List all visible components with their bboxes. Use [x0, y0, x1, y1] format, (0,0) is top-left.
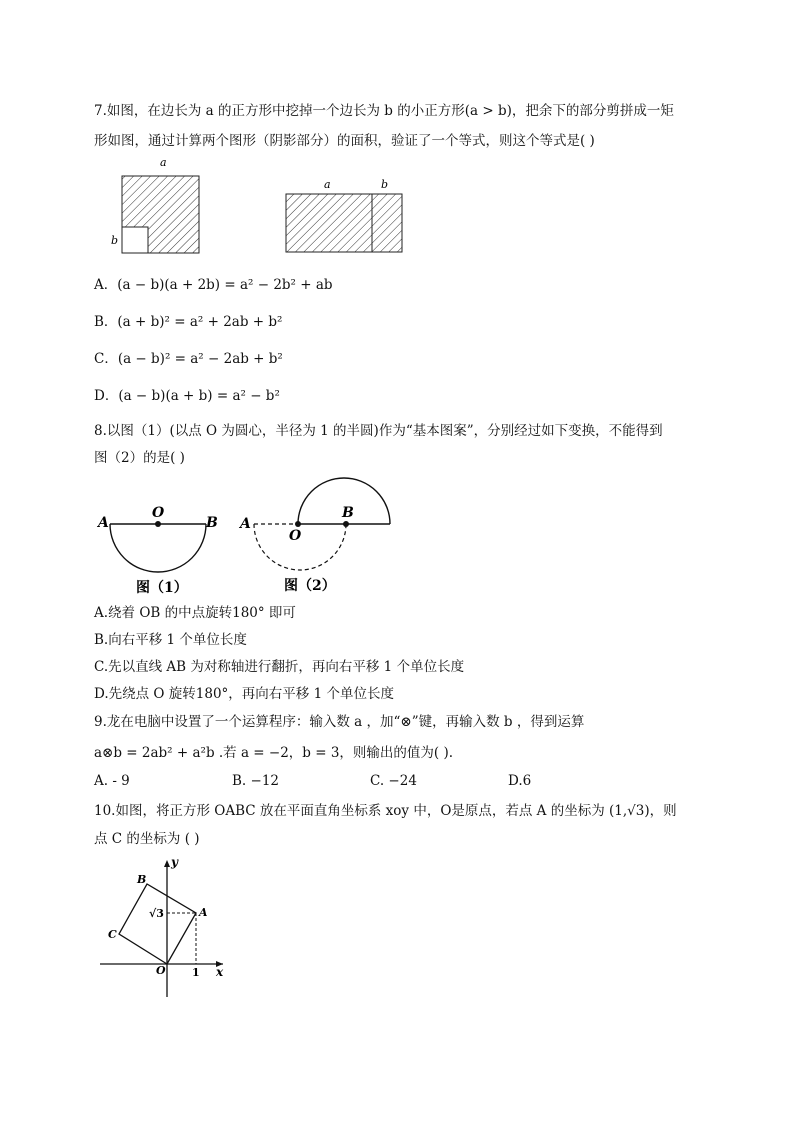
- q8-fig2-label-a: A: [240, 516, 251, 532]
- q8-fig1-point-o: [155, 521, 161, 527]
- q8-fig1-caption: 图（1）: [136, 580, 188, 596]
- q8-stem-line2: 图（2）的是( ): [94, 450, 185, 466]
- q10-label-b: B: [137, 873, 147, 886]
- q9-stem-line2: a⊗b = 2ab² + a²b .若 a = −2，b = 3，则输出的值为( ).: [94, 745, 454, 761]
- q10-label-sqrt3: √3: [149, 907, 164, 920]
- q7-figure: [100, 150, 420, 260]
- q7-option-d: D．(a − b)(a + b) = a² − b²: [94, 388, 280, 404]
- q7-label-a-top: a: [160, 156, 167, 169]
- q9-stem-line1: 9.龙在电脑中设置了一个运算程序：输入数 a ，加“⊗”键，再输入数 b ，得到运算: [94, 714, 585, 730]
- q10-square-oabc: [119, 884, 196, 964]
- q10-stem-line1: 10.如图，将正方形 OABC 放在平面直角坐标系 xoy 中，O是原点，若点 A 的坐标为 (1,√3)，则: [94, 803, 677, 819]
- q8-figure: [90, 472, 400, 600]
- q8-stem-line1: 8.以图（1）(以点 O 为圆心，半径为 1 的半圆)作为“基本图案”，分别经过如下变换，不能得到: [94, 423, 663, 439]
- q8-option-d: D.先绕点 O 旋转180°，再向右平移 1 个单位长度: [94, 686, 394, 702]
- q8-option-b: B.向右平移 1 个单位长度: [94, 632, 247, 648]
- q7-option-c: C．(a − b)² = a² − 2ab + b²: [94, 351, 283, 367]
- q8-fig2-point-b: [343, 521, 349, 527]
- q9-option-d: D.6: [508, 773, 532, 789]
- q8-fig2-point-o: [295, 521, 301, 527]
- q8-option-a: A.绕着 OB 的中点旋转180° 即可: [94, 605, 296, 621]
- q7-stem-line2: 形如图，通过计算两个图形（阴影部分）的面积，验证了一个等式，则这个等式是( ): [94, 133, 595, 149]
- q7-option-a: A．(a − b)(a + 2b) = a² − 2b² + ab: [94, 277, 333, 293]
- q8-fig2-label-o: O: [289, 528, 302, 544]
- q10-label-a: A: [199, 906, 208, 919]
- q8-fig2-caption: 图（2）: [284, 578, 336, 594]
- q9-option-a: A. - 9: [94, 773, 130, 789]
- q7-label-b-left: b: [111, 234, 119, 247]
- q7-label-b-rect: b: [381, 178, 389, 191]
- q10-stem-line2: 点 C 的坐标为 ( ): [94, 831, 200, 847]
- q8-fig1-label-a: A: [98, 515, 109, 531]
- q7-option-b: B．(a + b)² = a² + 2ab + b²: [94, 314, 283, 330]
- q7-rectangle: [286, 194, 402, 252]
- q7-label-a-rect: a: [324, 178, 331, 191]
- q10-label-x: x: [216, 965, 224, 979]
- q10-y-arrow: [164, 860, 170, 867]
- q8-fig1-label-b: B: [206, 515, 218, 531]
- q10-label-c: C: [108, 928, 117, 941]
- q8-fig1-semicircle: [110, 524, 206, 572]
- q8-option-c: C.先以直线 AB 为对称轴进行翻折，再向右平移 1 个单位长度: [94, 659, 465, 675]
- q9-options: [94, 771, 531, 791]
- q10-label-o: O: [156, 964, 166, 977]
- q8-fig1-label-o: O: [152, 505, 165, 521]
- q8-fig2-label-b: B: [342, 505, 354, 521]
- q10-label-one: 1: [192, 966, 200, 979]
- q7-small-square: [122, 227, 148, 253]
- q10-label-y: y: [171, 855, 178, 869]
- q9-option-c: C. −24: [370, 773, 417, 789]
- q10-figure: [95, 852, 235, 1002]
- q7-stem-line1: 7.如图，在边长为 a 的正方形中挖掉一个边长为 b 的小正方形(a > b)，把余下的部分剪拼成一矩: [94, 103, 674, 119]
- q9-option-b: B. −12: [232, 773, 279, 789]
